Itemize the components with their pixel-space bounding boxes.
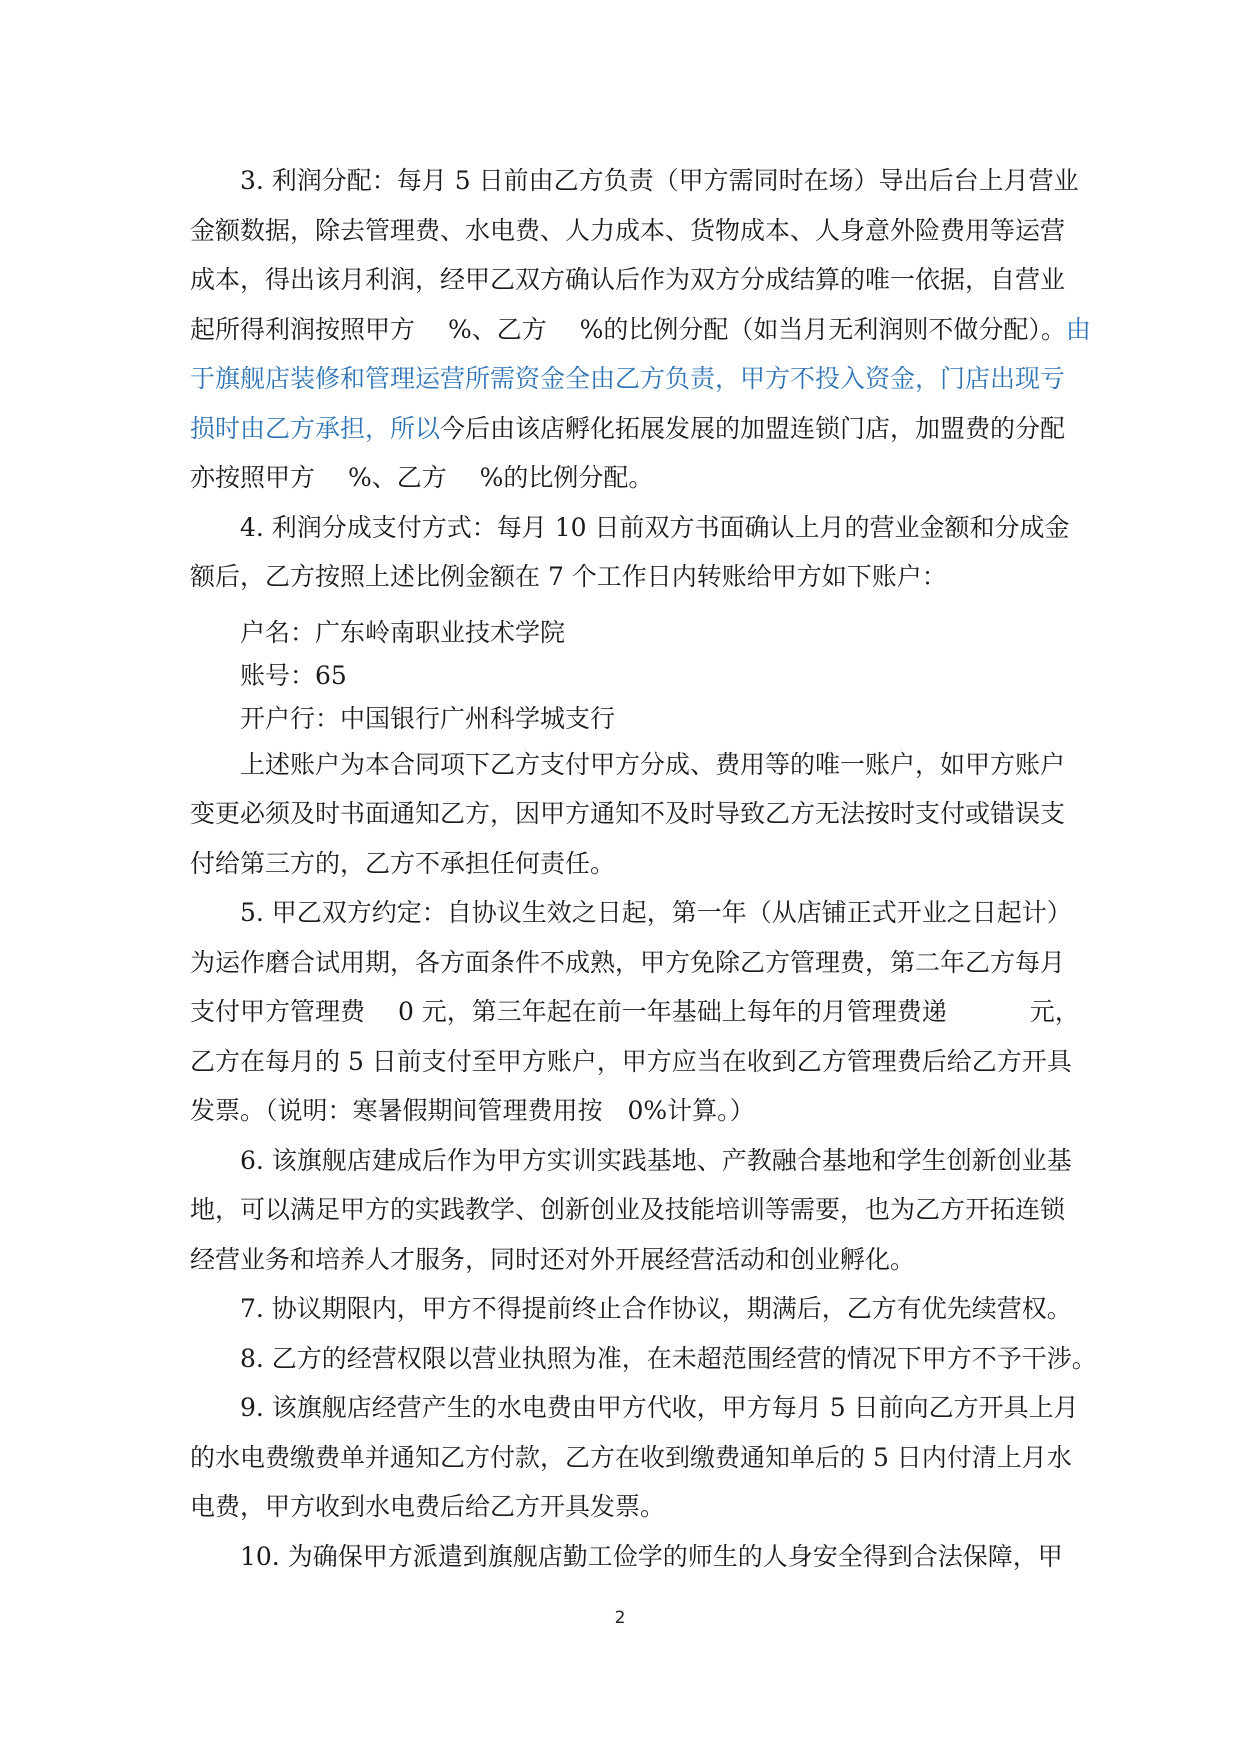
account-name: 户名：广东岭南职业技术学院 xyxy=(240,617,566,647)
clause-3-profit-distribution xyxy=(190,156,1091,503)
text-line: 8. 乙方的经营权限以营业执照为准，在未超范围经营的情况下甲方不予干涉。 xyxy=(240,1343,1097,1373)
clause-4-payment-method xyxy=(190,503,1070,602)
text-line: 付给第三方的，乙方不承担任何责任。 xyxy=(190,848,616,878)
text-line: 为运作磨合试用期，各方面条件不成熟，甲方免除乙方管理费，第二年乙方每月 xyxy=(190,947,1066,977)
highlighted-text: 损时由乙方承担，所以 xyxy=(190,413,441,443)
account-bank: 开户行：中国银行广州科学城支行 xyxy=(240,703,616,733)
clause-10-safety xyxy=(190,1532,1062,1582)
highlighted-text: 由 xyxy=(1065,314,1091,344)
text-line: 4. 利润分成支付方式：每月 10 日前双方书面确认上月的营业金额和分成金 xyxy=(240,512,1070,542)
text-line: 金额数据，除去管理费、水电费、人力成本、货物成本、人身意外险费用等运营 xyxy=(190,215,1066,245)
account-number: 账号：65 xyxy=(240,660,347,690)
account-clause xyxy=(190,740,1066,889)
text-line xyxy=(190,404,1066,454)
document-body xyxy=(190,156,1097,1581)
text-line: 7. 协议期限内，甲方不得提前终止合作协议，期满后，乙方有优先续营权。 xyxy=(240,1294,1072,1323)
clause-7-term xyxy=(190,1284,1072,1334)
text-line: 6. 该旗舰店建成后作为甲方实训实践基地、产教融合基地和学生创新创业基 xyxy=(240,1145,1072,1175)
text-segment: 起所得利润按照甲方 %、乙方 %的比例分配（如当月无利润则不做分配）。 xyxy=(190,314,1066,344)
clause-8-scope xyxy=(190,1334,1097,1384)
text-line: 发票。（说明：寒暑假期间管理费用按 0%计算。） xyxy=(190,1096,755,1125)
text-line: 经营业务和培养人才服务，同时还对外开展经营活动和创业孵化。 xyxy=(190,1244,916,1274)
text-line: 乙方在每月的 5 日前支付至甲方账户，甲方应当在收到乙方管理费后给乙方开具 xyxy=(190,1046,1072,1076)
text-line: 变更必须及时书面通知乙方，因甲方通知不及时导致乙方无法按时支付或错误支 xyxy=(190,799,1066,828)
text-line: 3. 利润分配：每月 5 日前由乙方负责（甲方需同时在场）导出后台上月营业 xyxy=(240,166,1079,195)
text-line: 额后，乙方按照上述比例金额在 7 个工作日内转账给甲方如下账户： xyxy=(190,562,947,591)
text-line: 地，可以满足甲方的实践教学、创新创业及技能培训等需要，也为乙方开拓连锁 xyxy=(190,1195,1066,1224)
text-segment: 今后由该店孵化拓展发展的加盟连锁门店，加盟费的分配 xyxy=(440,413,1066,443)
text-line: 5. 甲乙双方约定：自协议生效之日起，第一年（从店铺正式开业之日起计） xyxy=(240,898,1072,927)
highlighted-text: 于旗舰店装修和管理运营所需资金全由乙方负责，甲方不投入资金，门店出现亏 xyxy=(190,364,1066,393)
text-line: 的水电费缴费单并通知乙方付款，乙方在收到缴费通知单后的 5 日内付清上月水 xyxy=(190,1442,1072,1472)
clause-6-training-base xyxy=(190,1136,1072,1285)
account-info xyxy=(190,611,1062,740)
text-line: 成本，得出该月利润，经甲乙双方确认后作为双方分成结算的唯一依据，自营业 xyxy=(190,265,1066,294)
text-line: 亦按照甲方 %、乙方 %的比例分配。 xyxy=(190,463,654,492)
text-line: 上述账户为本合同项下乙方支付甲方分成、费用等的唯一账户，如甲方账户 xyxy=(240,749,1066,779)
clause-9-utilities xyxy=(190,1383,1079,1532)
text-line: 电费，甲方收到水电费后给乙方开具发票。 xyxy=(190,1492,666,1521)
clause-5-agreement xyxy=(190,888,1080,1136)
text-line: 9. 该旗舰店经营产生的水电费由甲方代收，甲方每月 5 日前向乙方开具上月 xyxy=(240,1393,1079,1422)
text-line xyxy=(190,305,1091,355)
text-line: 10. 为确保甲方派遣到旗舰店勤工俭学的师生的人身安全得到合法保障，甲 xyxy=(240,1541,1063,1571)
text-line: 支付甲方管理费 0 元，第三年起在前一年基础上每年的月管理费递 元， xyxy=(190,997,1080,1026)
page-number: 2 xyxy=(614,1608,626,1628)
